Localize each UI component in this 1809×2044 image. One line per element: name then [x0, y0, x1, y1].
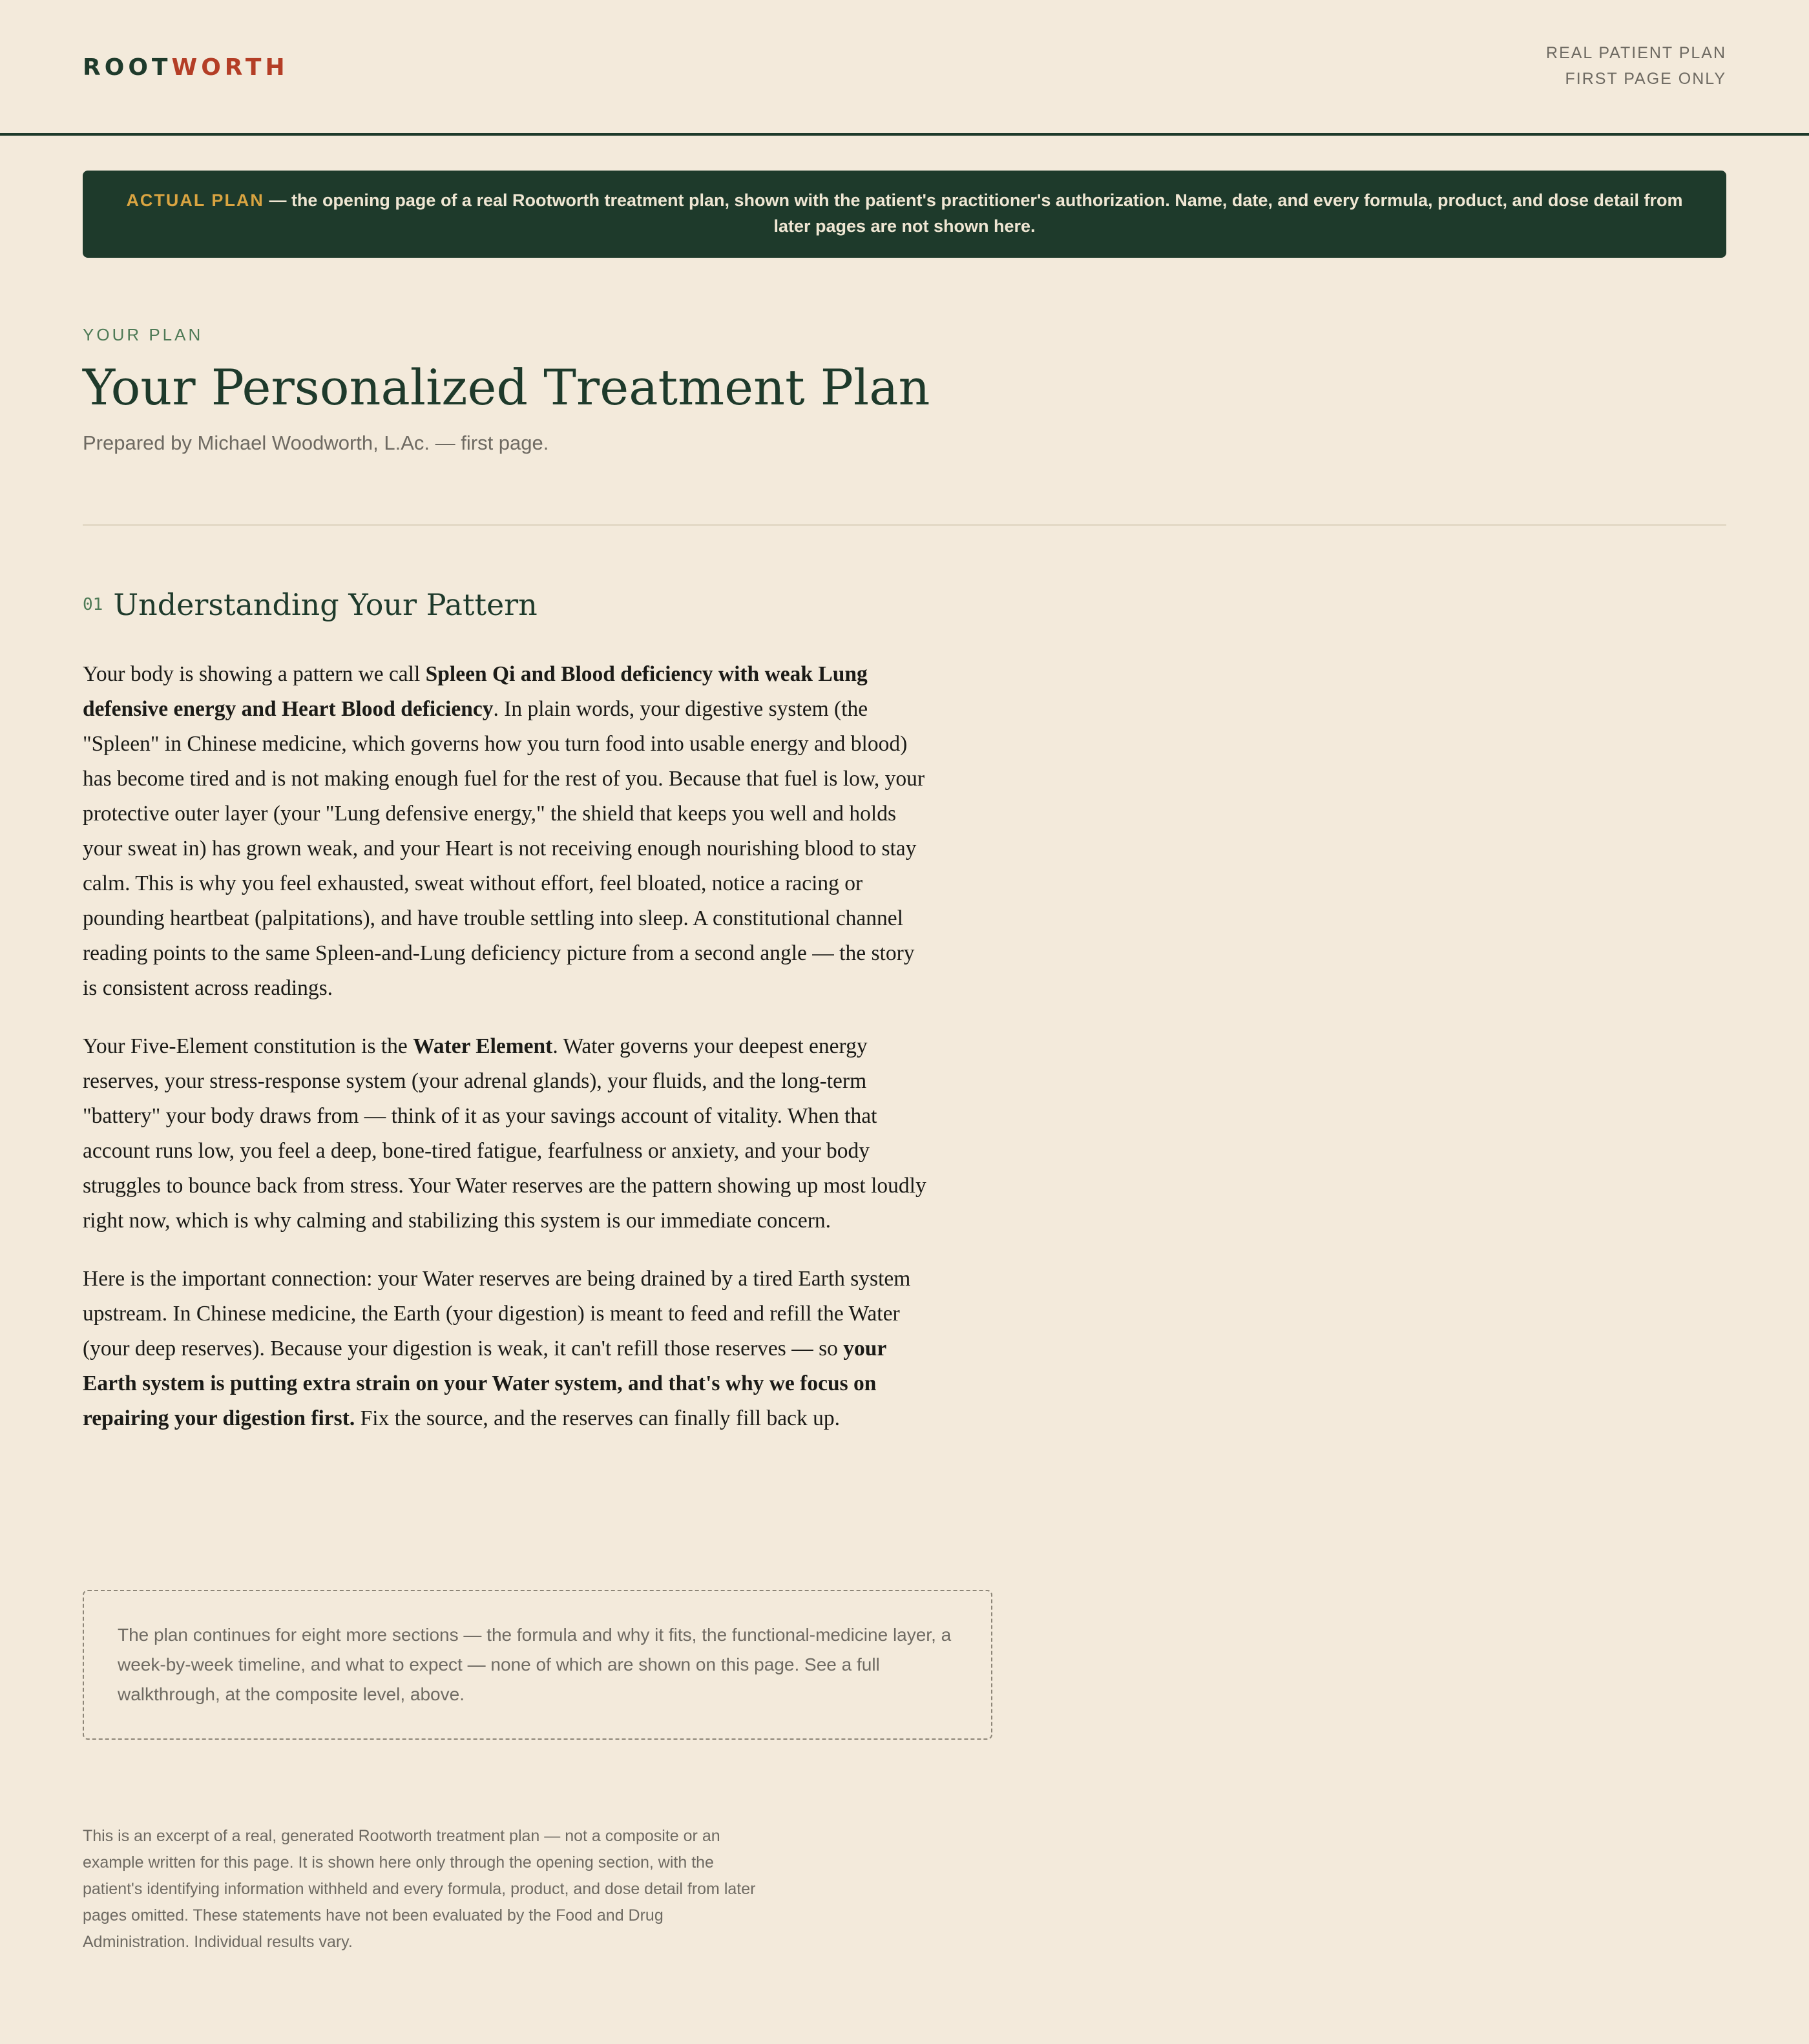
- page-title: Your Personalized Treatment Plan: [83, 359, 930, 416]
- paragraph-connection: [83, 1262, 929, 1436]
- rootworth-logo[interactable]: [83, 50, 289, 85]
- banner-text: — the opening page of a real Rootworth treatment plan, shown with the patient's practitioner's authorization. Name, date, and every formula, product, and dose detail from later pages are not shown here.: [264, 191, 1683, 236]
- site-header: [0, 0, 1809, 136]
- eyebrow-label: YOUR PLAN: [83, 325, 204, 344]
- paragraph-constitution: [83, 1029, 929, 1238]
- p3-emphasis: your Earth system is putting extra strain on your Water system, and that's why we focus on repairing your digestion first.: [83, 1337, 886, 1430]
- continuation-note: [83, 1590, 992, 1740]
- paragraph-pattern: [83, 657, 929, 1006]
- plan-label-line2: FIRST PAGE ONLY: [1565, 70, 1726, 88]
- logo-worth-text: WORTH: [171, 54, 289, 81]
- actual-plan-banner: [83, 171, 1726, 258]
- p1-emphasis: Spleen Qi and Blood deficiency with weak Lung defensive energy and Heart Blood deficiency: [83, 662, 868, 721]
- plan-label-line1: REAL PATIENT PLAN: [1546, 44, 1726, 62]
- p2-text-c: . Water governs your deepest energy reserves, your stress-response system (your adrenal glands), your fluids, and the long-term "battery" your body draws from — think of it as your savings account of vitality. When that account runs low, you feel a deep, bone-tired fatigue, fearfulness or anxiety, and your body struggles to bounce back from stress. Your Water reserves are the pattern showing up most loudly right now, which is why calming and stabilizing this system is our immediate concern.: [83, 1034, 926, 1233]
- p1-text-c: . In plain words, your digestive system (the "Spleen" in Chinese medicine, which governs how you turn food into usable energy and blood) has become tired and is not making enough fuel for the rest of you. Because that fuel is low, your protective outer layer (your "Lung defensive energy," the shield that keeps you well and holds your sweat in) has grown weak, and your Heart is not receiving enough nourishing blood to stay calm. This is why you feel exhausted, sweat without effort, feel bloated, notice a racing or pounding heartbeat (palpitations), and have trouble settling into sleep. A constitutional channel reading points to the same Spleen-and-Lung deficiency picture from a second angle — the story is consistent across readings.: [83, 697, 925, 1000]
- section-title: Understanding Your Pattern: [113, 587, 538, 622]
- continuation-note-text: The plan continues for eight more sections — the formula and why it fits, the functional-medicine layer, a week-by-week timeline, and what to expect — none of which are shown on this page. See a full walkthrough, at the composite level, above.: [118, 1625, 952, 1704]
- p2-emphasis: Water Element: [413, 1034, 553, 1058]
- p3-text-c: Fix the source, and the reserves can finally fill back up.: [355, 1406, 840, 1430]
- page-subtitle: Prepared by Michael Woodworth, L.Ac. — first page.: [83, 432, 549, 454]
- disclaimer: This is an excerpt of a real, generated Rootworth treatment plan — not a composite or an example written for this page. It is shown here only through the opening section, with the patient's identifying information withheld and every formula, product, and dose detail from later pages omitted. These statements have not been evaluated by the Food and Drug Administration. Individual results vary.: [83, 1827, 756, 1951]
- section-heading: [83, 580, 538, 629]
- logo-root-text: ROOT: [83, 54, 172, 81]
- banner-tag: ACTUAL PLAN: [126, 191, 264, 210]
- section-body: [83, 657, 929, 1459]
- plan-label: [1546, 40, 1726, 92]
- p1-text-a: Your body is showing a pattern we call: [83, 662, 426, 686]
- p3-text-a: Here is the important connection: your Water reserves are being drained by a tired Earth system upstream. In Chinese medicine, the Earth (your digestion) is meant to feed and refill the Water (your deep reserves). Because your digestion is weak, it can't refill those reserves — so: [83, 1267, 911, 1361]
- p2-text-a: Your Five-Element constitution is the: [83, 1034, 413, 1058]
- section-divider: [83, 524, 1726, 526]
- section-number: 01: [83, 595, 103, 614]
